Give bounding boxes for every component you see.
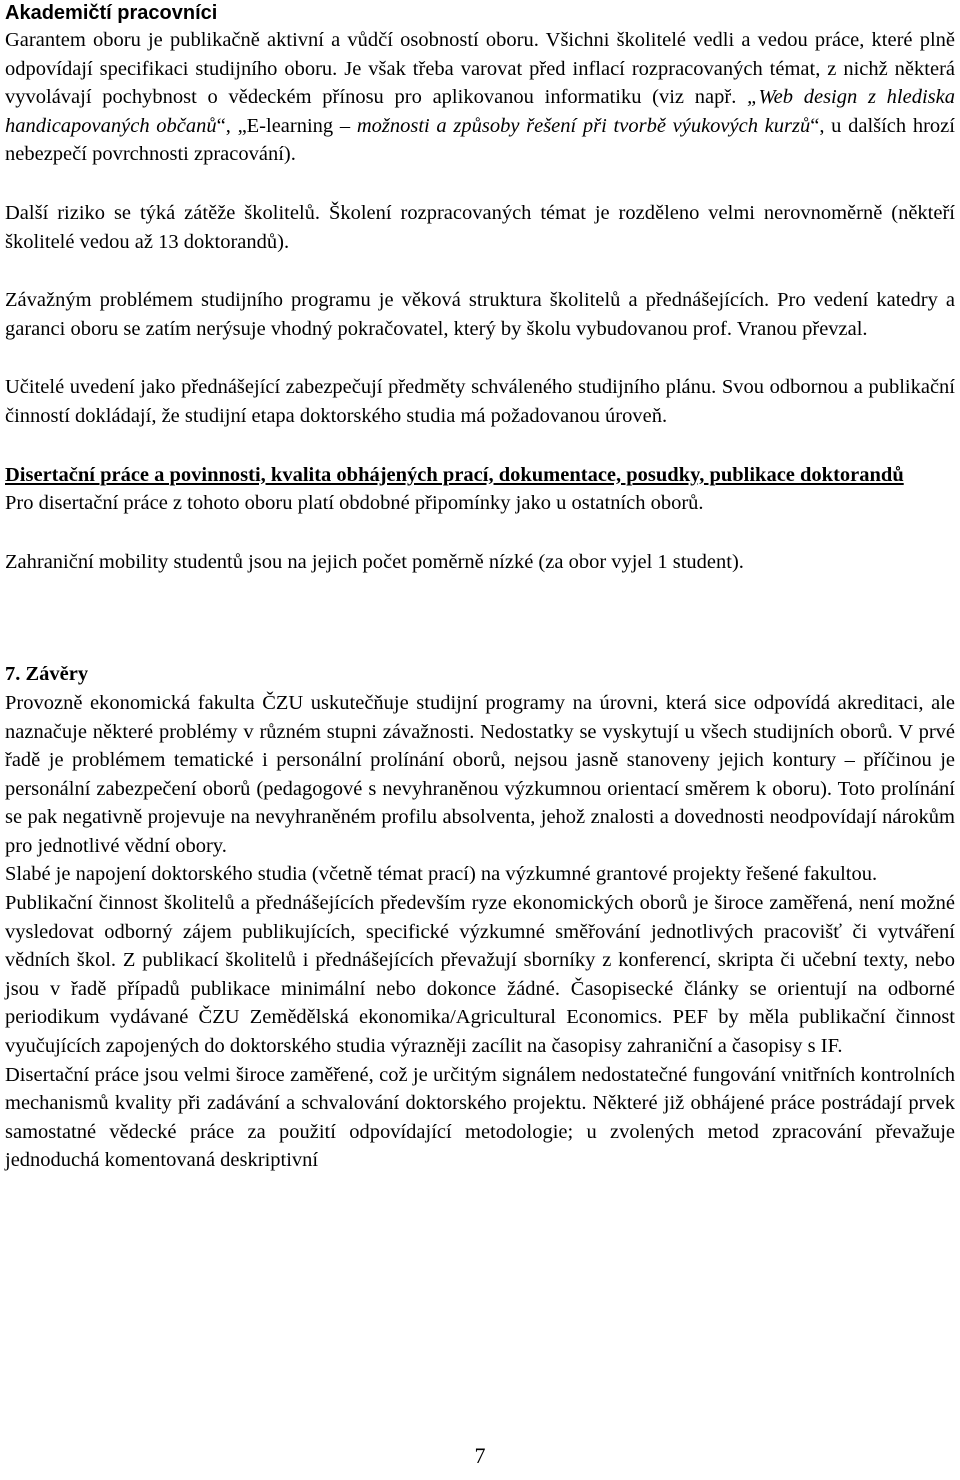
paragraph-akademicti-4: Učitelé uvedení jako přednášející zabezpečují předměty schváleného studijního plánu. Svou odbornou a publikační činností dokládají, že studijní etapa doktorského studia má požadovanou úroveň.	[5, 376, 955, 427]
paragraph-zavery-1: Provozně ekonomická fakulta ČZU uskutečňuje studijní programy na úrovni, která sice odpovídá akreditaci, ale naznačuje některé problémy v různém stupni závažnosti. Nedostatky se vyskytují u všech studijních oborů. V prvé řadě je problémem tematické i personální prolínání oborů, nejsou jasně stanoveny jejich kontury – příčinou je personální zabezpečení oborů (pedagogové s nevyhraněnou výzkumnou orientací směrem k oboru). Toto prolínání se pak negativně projevuje na nevyhraněném profilu absolventa, jehož znalosti a dovednosti neodpovídají nárokům pro jednotlivé vědní obory.	[5, 691, 955, 857]
paragraph-disertacni-2: Zahraniční mobility studentů jsou na jejich počet poměrně nízké (za obor vyjel 1 student).	[5, 550, 744, 573]
section-heading-akademicti: Akademičtí pracovníci	[5, 2, 218, 24]
paragraph-zavery-4: Disertační práce jsou velmi široce zaměřené, což je určitým signálem nedostatečné fungování vnitřních kontrolních mechanismů kvality při zadávání a schvalování doktorského projektu. Některé již obhájené práce postrádají prvek samostatné vědecké práce za použití odpovídající metodologie; u zvolených metod zpracování převažuje jednoduchá komentovaná deskriptivní	[5, 1063, 955, 1172]
paragraph-akademicti-3: Závažným problémem studijního programu je věková struktura školitelů a přednášejících. Pro vedení katedry a garanci oboru se zatím nerýsuje vhodný pokračovatel, který by školu vybudovanou prof. Vranou převzal.	[5, 289, 955, 340]
document-page	[5, 0, 955, 1175]
text-run: Garantem oboru je publikačně aktivní a vůdčí osobností oboru. Všichni školitelé vedli a vedou práce, které plně odpovídají specifikaci studijního oboru. Je však třeba varovat před inflací rozpracovaných témat, z nichž některá vyvolávají pochybnost o vědeckém přínosu pro aplikovanou informatiku (viz např.	[5, 29, 955, 109]
paragraph-akademicti-1	[5, 26, 955, 169]
text-run: “, u dalších hrozí nebezpečí povrchnosti zpracování).	[5, 114, 955, 166]
paragraph-zavery-3: Publikační činnost školitelů a přednášejících především ryze ekonomických oborů je široce zaměřená, není možné vysledovat odborný zájem publikujících, specifické výzkumné směřování jednotlivých pracovišť či vytváření vědních škol. Z publikací školitelů i přednášejících převažují sborníky z konferencí, skripta či učební texty, nebo jsou v řadě případů publikace minimální nebo dokonce žádné. Časopisecké články se orientují na odborné periodikum vydávané ČZU Zemědělská ekonomika/Agricultural Economics. PEF by měla publikační činnost vyučujících zapojených do doktorského studia výrazněji zacílit na časopisy zahraniční a časopisy s IF.	[5, 892, 955, 1058]
section-heading-zavery: 7. Závěry	[5, 663, 89, 686]
paragraph-akademicti-2: Další riziko se týká zátěže školitelů. Školení rozpracovaných témat je rozděleno velmi nerovnoměrně (někteří školitelé vedou až 13 doktorandů).	[5, 201, 955, 253]
paragraph-zavery-2: Slabé je napojení doktorského studia (včetně témat prací) na výzkumné grantové projekty řešené fakultou.	[5, 863, 878, 886]
text-run: “, „E-learning –	[216, 114, 357, 137]
page-number: 7	[474, 1443, 486, 1468]
cited-thesis-title-2: možnosti a způsoby řešení při tvorbě výukových kurzů	[356, 114, 811, 137]
paragraph-disertacni-1: Pro disertační práce z tohoto oboru platí obdobné připomínky jako u ostatních oborů.	[5, 492, 704, 515]
cited-thesis-title-1: „Web design z hlediska handicapovaných občanů	[5, 86, 955, 137]
section-heading-disertacni: Disertační práce a povinnosti, kvalita obhájených prací, dokumentace, posudky, publikace doktorandů	[5, 463, 904, 486]
